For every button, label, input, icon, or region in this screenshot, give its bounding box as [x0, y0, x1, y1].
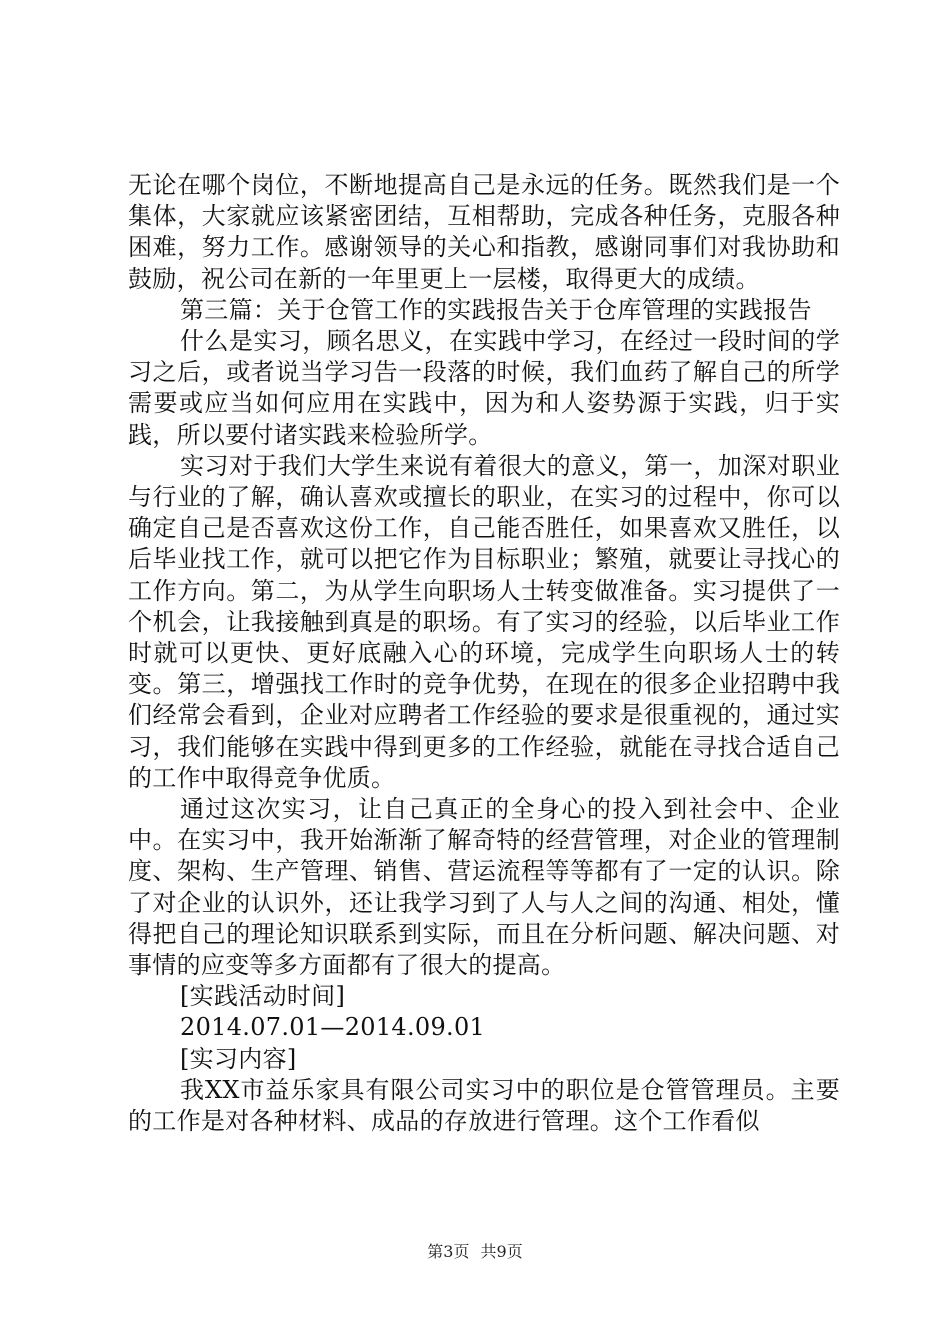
paragraph-what-is-internship: 什么是实习，顾名思义，在实践中学习，在经过一段时间的学习之后，或者说当学习告一段落的时候，我们血药了解自己的所学需要或应当如何应用在实践中，因为和人姿势源于实践，归于实践，所以要付诸实践来检验所学。: [128, 327, 840, 449]
page-number: 第3页: [427, 1242, 470, 1261]
activity-time-value: 2014.07.01—2014.09.01: [180, 1013, 486, 1042]
document-body: [128, 170, 840, 1137]
internship-content-label: [实习内容]: [180, 1044, 297, 1073]
activity-time-label: [实践活动时间]: [180, 982, 346, 1011]
paragraph-internship-content: 我XX市益乐家具有限公司实习中的职位是仓管管理员。主要的工作是对各种材料、成品的存放进行管理。这个工作看似: [128, 1075, 840, 1136]
section-heading: 第三篇：关于仓管工作的实践报告关于仓库管理的实践报告: [180, 295, 812, 324]
page-footer: [0, 1242, 950, 1262]
paragraph-internship-gains: 通过这次实习，让自己真正的全身心的投入到社会中、企业中。在实习中，我开始渐渐了解奇特的经营管理，对企业的管理制度、架构、生产管理、销售、营运流程等等都有了一定的认识。除了对企业的认识外，还让我学习到了人与人之间的沟通、相处，懂得把自己的理论知识联系到实际，而且在分析问题、解决问题、对事情的应变等多方面都有了很大的提高。: [128, 795, 840, 980]
paragraph-continuation: 无论在哪个岗位，不断地提高自己是永远的任务。既然我们是一个集体，大家就应该紧密团结，互相帮助，完成各种任务，克服各种困难，努力工作。感谢领导的关心和指教，感谢同事们对我协助和鼓励，祝公司在新的一年里更上一层楼，取得更大的成绩。: [128, 171, 840, 293]
page-total: 共9页: [480, 1242, 523, 1261]
paragraph-internship-meaning: 实习对于我们大学生来说有着很大的意义，第一，加深对职业与行业的了解，确认喜欢或擅长的职业，在实习的过程中，你可以确定自己是否喜欢这份工作，自己能否胜任，如果喜欢又胜任，以后毕业找工作，就可以把它作为目标职业；繁殖，就要让寻找心的工作方向。第二，为从学生向职场人士转变做准备。实习提供了一个机会，让我接触到真是的职场。有了实习的经验，以后毕业工作时就可以更快、更好底融入心的环境，完成学生向职场人士的转变。第三，增强找工作时的竞争优势，在现在的很多企业招聘中我们经常会看到，企业对应聘者工作经验的要求是很重视的，通过实习，我们能够在实践中得到更多的工作经验，就能在寻找合适自己的工作中取得竞争优质。: [128, 451, 840, 792]
